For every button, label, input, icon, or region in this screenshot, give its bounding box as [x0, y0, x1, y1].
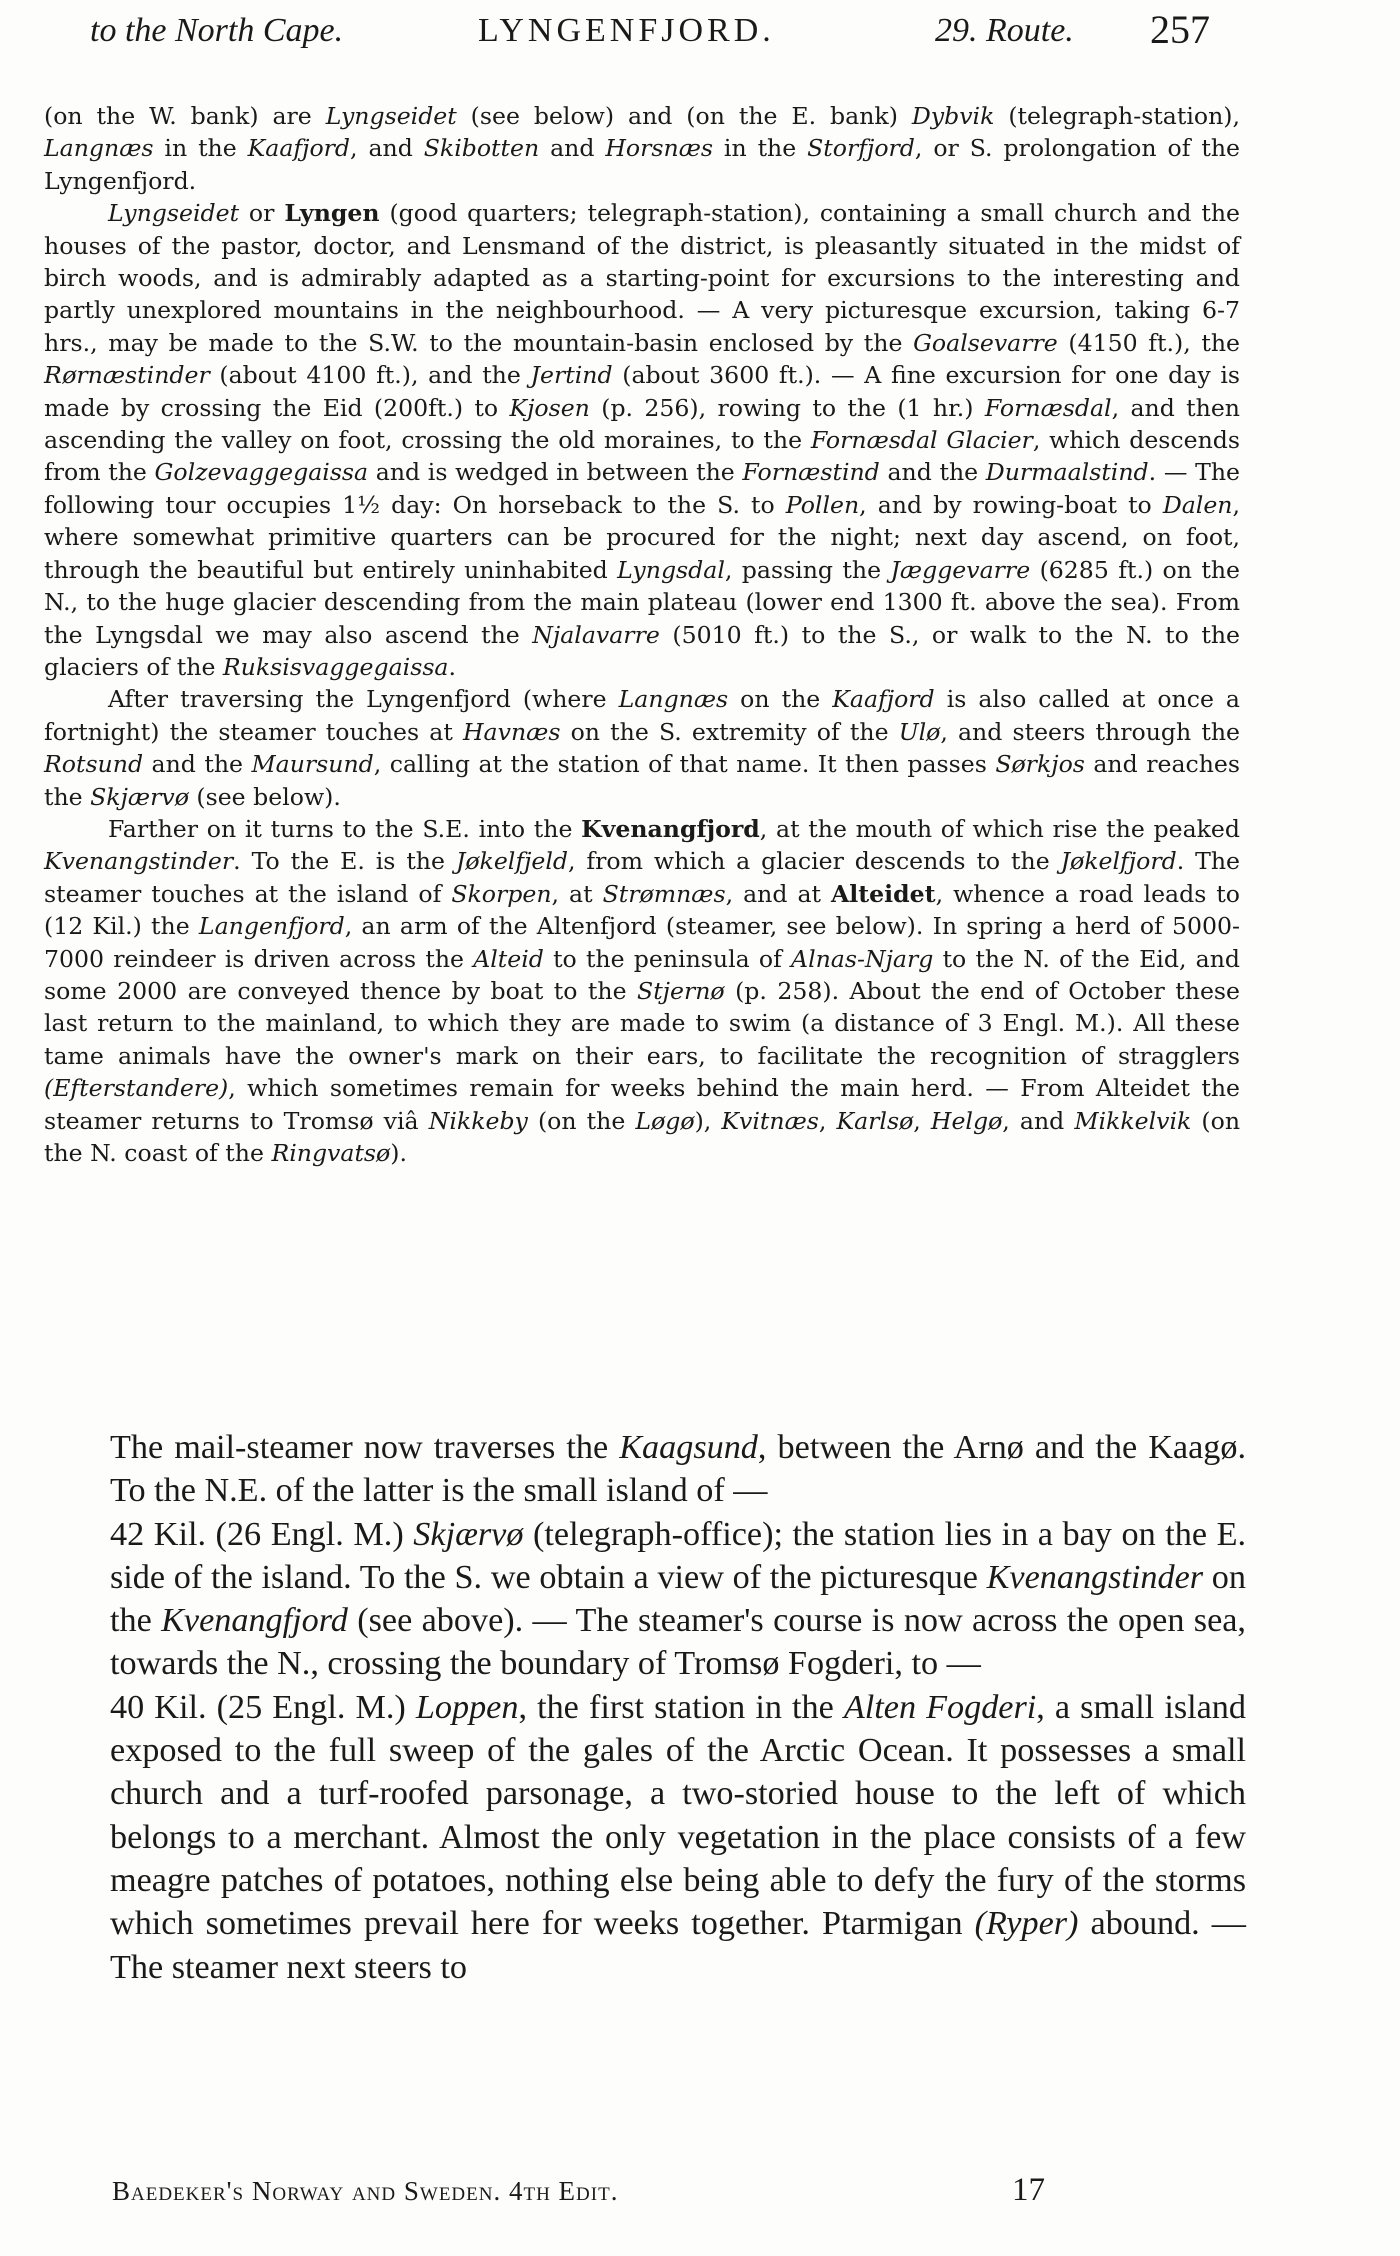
text-run: and the	[143, 750, 252, 779]
italic-term: Alten Fogderi	[843, 1688, 1037, 1726]
italic-term: Kaagsund	[619, 1429, 758, 1466]
text-run: on the	[110, 1558, 1246, 1640]
signature-mark: 17	[1012, 2172, 1045, 2208]
italic-term: Skjærvø	[90, 782, 189, 811]
italic-term: Fornæsdal Glacier	[810, 426, 1033, 455]
text-run: in the	[153, 134, 248, 163]
text-run: is also called at once a fortnight) the steamer touches at	[44, 685, 1240, 746]
italic-term: Dalen	[1162, 490, 1233, 519]
italic-term: Nikkeby	[428, 1106, 528, 1135]
italic-term: Langnæs	[44, 134, 154, 163]
text-run: on the	[728, 685, 833, 714]
text-run: (5010 ft.) to the S., or walk to the N. to the glaciers of the	[44, 620, 1240, 681]
italic-term: Rotsund	[44, 750, 144, 779]
text-run: (about 4100 ft.), and the	[209, 361, 531, 390]
text-run: ),	[694, 1106, 722, 1135]
text-run: , which sometimes remain for weeks behind the main herd. — From Alteidet the steamer returns to Tromsø viâ	[44, 1074, 1240, 1135]
italic-term: Kaafjord	[832, 685, 935, 714]
text-run: , from which a glacier descends to the	[568, 847, 1061, 876]
text-run: ,	[818, 1106, 837, 1135]
italic-term: Rørnæstinder	[44, 361, 210, 390]
italic-term: Horsnæs	[605, 134, 714, 163]
bold-place-name: Lyngen	[284, 199, 380, 228]
italic-term: Kvenangstinder	[44, 847, 234, 876]
text-run: Farther on it turns to the S.E. into the	[108, 814, 582, 843]
text-run: . The steamer touches at the island of	[44, 847, 1241, 908]
italic-term: Karlsø	[836, 1106, 914, 1135]
italic-term: Havnæs	[462, 717, 561, 746]
text-run: , and	[1002, 1106, 1075, 1135]
text-run: ,	[913, 1106, 931, 1135]
italic-term: Ringvatsø	[271, 1139, 391, 1167]
text-run: abound. — The steamer next steers to	[110, 1905, 1246, 1986]
text-run: (telegraph-office); the station lies in a bay on the E. side of the island. To the S. we obtain a view of the picturesque	[110, 1515, 1246, 1596]
italic-term: Goalsevarre	[913, 328, 1058, 357]
small-paragraph	[44, 197, 1240, 683]
italic-term: Jertind	[530, 361, 613, 390]
text-run: 40 Kil. (25 Engl. M.)	[110, 1688, 416, 1726]
text-run: , an arm of the Altenfjord (steamer, see below). In spring a herd of 5000-7000 reindeer is driven across the	[44, 912, 1240, 973]
text-run: (on the W. bank) are	[44, 102, 326, 130]
text-run: (4150 ft.), the	[1057, 328, 1240, 357]
text-run: to the peninsula of	[543, 944, 792, 973]
italic-term: Lyngsdal	[617, 555, 725, 584]
text-run: in the	[713, 134, 808, 163]
text-run: , the first station in the	[518, 1688, 844, 1726]
italic-term: Pollen	[785, 490, 860, 519]
text-run: . To the E. is the	[233, 847, 456, 876]
italic-term: Kvenangstinder	[986, 1558, 1204, 1596]
text-run: and	[539, 134, 606, 163]
text-run: , and by rowing-boat to	[859, 490, 1163, 519]
text-run: (p. 258). About the end of October these last return to the mainland, to which they are made to swim (a distance of 3 Engl. M.). All these tame animals have the owner's mark on their ears, to facilitate the recognition of stragglers	[44, 976, 1240, 1070]
text-run: . — The following tour occupies 1½ day: On horseback to the S. to	[44, 458, 1240, 519]
text-run: The mail-steamer now traverses the	[110, 1429, 620, 1466]
text-run: , which descends from the	[44, 426, 1240, 487]
text-run: (good quarters; telegraph-station), containing a small church and the houses of the pastor, doctor, and Lensmand of the district, is pleasantly situated in the midst of birch woods, and is admirably adapted as a starting-point for excursions to the interesting and partly unexplored mountains in the neighbourhood. — A very picturesque excursion, taking 6-7 hrs., may be made to the S.W. to the mountain-basin enclosed by the	[44, 199, 1241, 357]
text-run: , and steers through the	[940, 717, 1241, 746]
page-number: 257	[1150, 7, 1210, 52]
text-run: , and then ascending the valley on foot, crossing the old moraines, to the	[44, 393, 1240, 455]
italic-term: Jøkelfjord	[1060, 847, 1177, 876]
italic-term: Loppen	[415, 1688, 519, 1726]
header-left: to the North Cape.	[90, 12, 344, 49]
bold-place-name: Kvenangfjord	[581, 814, 760, 843]
text-run: , and at	[725, 879, 831, 908]
text-run: and is wedged in between the	[368, 458, 743, 487]
text-run: , calling at the station of that name. It then passes	[373, 750, 996, 779]
italic-term: Fornæsdal	[984, 393, 1112, 422]
italic-term: Jæggevarre	[890, 555, 1031, 584]
italic-term: Helgø	[930, 1106, 1003, 1135]
text-run: (p. 256), rowing to the (1 hr.)	[589, 393, 985, 422]
text-run: , whence a road leads to (12 Kil.) the	[44, 879, 1240, 941]
main-paragraph	[110, 1426, 1246, 1513]
text-run: and reaches the	[44, 750, 1240, 811]
text-run: , passing the	[724, 555, 891, 584]
italic-term: Jøkelfjeld	[455, 847, 569, 876]
italic-term: Strømnæs	[602, 879, 726, 908]
italic-term: Ruksisvaggegaissa	[222, 652, 449, 681]
header-title: LYNGENFJORD.	[478, 12, 775, 49]
text-run: to the N. of the Eid, and some 2000 are conveyed thence by boat to the	[44, 944, 1240, 1005]
text-run: or	[239, 199, 285, 228]
italic-term: Lyngseidet	[108, 199, 240, 228]
italic-term: Skorpen	[451, 879, 552, 908]
text-run: After traversing the Lyngenfjord (where	[108, 685, 619, 714]
text-run: (see below).	[188, 782, 341, 811]
main-paragraph	[110, 1686, 1246, 1989]
text-run: , and	[350, 134, 424, 163]
text-run: (about 3600 ft.). — A fine excursion for one day is made by crossing the Eid (200ft.) to	[44, 361, 1240, 422]
header-route: 29. Route.	[935, 12, 1074, 49]
text-run: , where somewhat primitive quarters can be procured for the night; next day ascend, on foot, through the beautiful but entirely uninhabited	[44, 490, 1240, 584]
text-run: on the S. extremity of the	[560, 717, 899, 746]
text-run: ).	[390, 1139, 407, 1167]
italic-term: Langenfjord	[198, 912, 345, 941]
text-run: and the	[879, 458, 986, 487]
text-run: , or S. prolongation of the Lyngenfjord.	[44, 134, 1240, 195]
italic-term: Alteid	[473, 944, 544, 973]
italic-term: Løgø	[635, 1106, 695, 1135]
text-run: (telegraph-station),	[994, 102, 1240, 130]
italic-term: Mikkelvik	[1074, 1106, 1192, 1135]
italic-term: (Ryper)	[974, 1905, 1079, 1943]
text-run: (see below) and (on the E. bank)	[456, 102, 912, 130]
page-footer	[112, 2172, 1112, 2216]
text-run: (on the N. coast of the	[44, 1106, 1241, 1167]
text-run: , between the Arnø and the Kaagø. To the N.E. of the latter is the small island of —	[110, 1429, 1246, 1510]
text-run: (see above). — The steamer's course is now across the open sea, towards the N., crossing the boundary of Tromsø Fogderi, to —	[110, 1602, 1246, 1683]
main-text-block	[110, 1426, 1246, 1989]
text-run: , at	[551, 879, 603, 908]
small-paragraph	[44, 100, 1240, 197]
small-print-block	[44, 100, 1240, 1169]
text-run: (6285 ft.) on the N., to the huge glacier descending from the main plateau (lower end 1300 ft. above the sea). From the Lyngsdal we may also ascend the	[44, 555, 1240, 649]
text-run: , a small island exposed to the full sweep of the gales of the Arctic Ocean. It possesses a small church and a turf-roofed parsonage, a two-storied house to the left of which belongs to a merchant. Almost the only vegetation in the place consists of a few meagre patches of potatoes, nothing else being able to defy the fury of the storms which sometimes prevail here for weeks together. Ptarmigan	[110, 1688, 1246, 1943]
italic-term: Fornæstind	[742, 458, 880, 487]
italic-term: Stjernø	[637, 976, 725, 1005]
italic-term: Kvitnæs	[721, 1106, 819, 1135]
text-run: 42 Kil. (26 Engl. M.)	[110, 1515, 414, 1553]
bold-place-name: Alteidet	[831, 879, 936, 908]
text-run: (on the	[527, 1106, 636, 1135]
italic-term: Maursund	[251, 750, 374, 779]
italic-term: Dybvik	[911, 102, 995, 130]
italic-term: Lyngseidet	[325, 102, 457, 130]
italic-term: Storfjord	[807, 134, 915, 163]
italic-term: Alnas-Njarg	[791, 944, 934, 973]
small-paragraph	[44, 813, 1240, 1169]
italic-term: Sørkjos	[995, 750, 1085, 779]
small-paragraph	[44, 683, 1240, 813]
italic-term: (Efterstandere)	[44, 1074, 229, 1103]
text-run: .	[448, 652, 456, 681]
italic-term: Golzevaggegaissa	[154, 458, 369, 487]
italic-term: Kjosen	[509, 393, 590, 422]
italic-term: Ulø	[898, 717, 941, 746]
italic-term: Kvenangfjord	[161, 1602, 348, 1640]
italic-term: Langnæs	[618, 685, 729, 714]
italic-term: Njalavarre	[532, 620, 660, 649]
italic-term: Durmaalstind	[985, 458, 1149, 487]
footer-book-title: Baedeker's Norway and Sweden. 4th Edit.	[112, 2176, 619, 2206]
main-paragraph	[110, 1513, 1246, 1686]
italic-term: Skjærvø	[413, 1515, 524, 1553]
italic-term: Kaafjord	[247, 134, 351, 163]
text-run: , at the mouth of which rise the peaked	[759, 814, 1240, 843]
running-header	[90, 7, 1232, 56]
italic-term: Skibotten	[423, 134, 540, 163]
